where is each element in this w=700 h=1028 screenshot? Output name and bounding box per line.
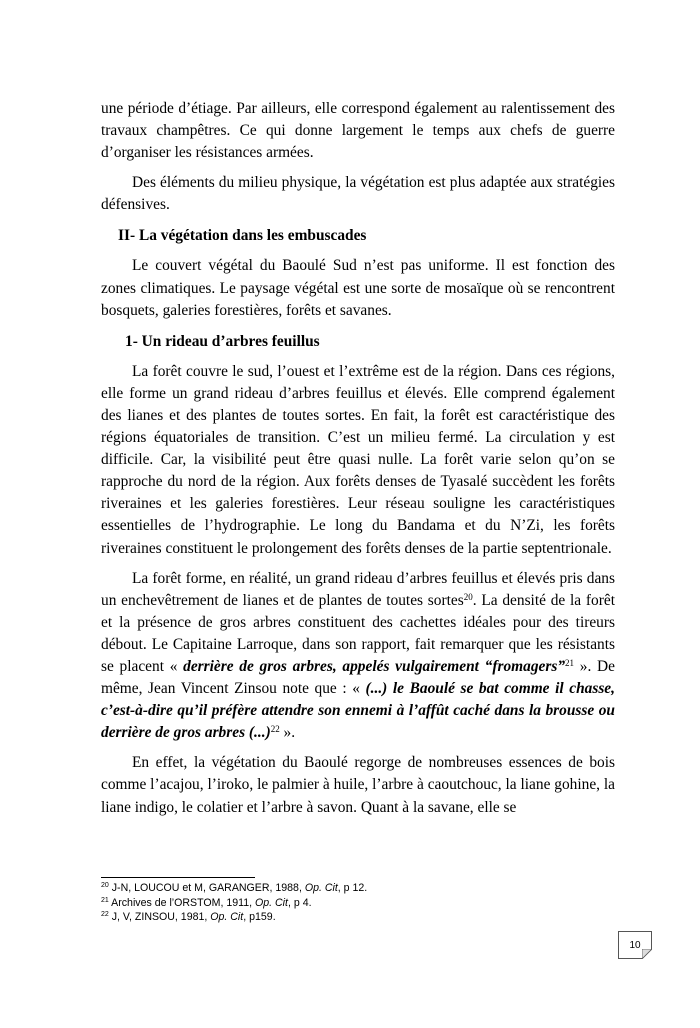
- paragraph-1: une période d’étiage. Par ailleurs, elle correspond également au ralentissement des travaux champêtres. Ce qui donne largement le temps aux chefs de guerre d’organiser les résistances armées.: [101, 100, 615, 162]
- footnote-22: $^{22}$ J, V, ZINSOU, 1981, Op. Cit, p159.: [101, 911, 276, 923]
- section-heading: II- La végétation dans les embuscades: [118, 227, 367, 245]
- paragraph-5-text-a: La forêt forme, en réalité, un grand rideau d’arbres feuillus et élevés pris dans un enchevêtrement de lianes et de plantes de toutes sortes: [101, 569, 615, 609]
- footnote-ref-22: 22: [270, 724, 280, 735]
- footnotes: [101, 881, 621, 925]
- page-number-box: [618, 931, 652, 959]
- paragraph-4: La forêt couvre le sud, l’ouest et l’extrême est de la région. Dans ces régions, elle forme un grand rideau d’arbres feuillus et élevés. Elle comprend également des lianes et des plantes de toutes sortes. En fait, la forêt est caractéristique des régions équatoriales de transition. C’est un milieu fermé. La circulation y est difficile. Car, la visibilité peut être quasi nulle. La forêt varie selon qu’on se rapproche du nord de la région. Aux forêts denses de Tyasalé succèdent les forêts riveraines et les galeries forestières. Leur réseau souligne les caractéristiques essentielles de l’hydrographie. Le long du Bandama et du N’Zi, les forêts riveraines constituent le prolongement des forêts denses de la partie septentrionale.: [101, 362, 615, 557]
- page-body: [101, 98, 615, 819]
- paragraph-5-text-d: ».: [279, 724, 296, 742]
- paragraph-2: Des éléments du milieu physique, la végétation est plus adaptée aux stratégies défensives.: [101, 174, 615, 214]
- subsection-heading: 1- Un rideau d’arbres feuillus: [125, 332, 320, 350]
- paragraph-5-text-c: ». De même, Jean Vincent Zinsou note que : «: [101, 657, 615, 698]
- footnote-ref-21: 21: [565, 657, 575, 668]
- paragraph-6: En effet, la végétation du Baoulé regorge de nombreuses essences de bois comme l’acajou, l’iroko, le palmier à huile, l’arbre à caoutchouc, la liane gohine, la liane indigo, le colatier et l’arbre à savon. Quant à la savane, elle se: [101, 754, 615, 816]
- quote-zinsou: (...) le Baoulé se bat comme il chasse, c’est-à-dire qu’il préfère attendre son ennemi à l’affût caché dans la brousse ou derrière de gros arbres (...): [101, 680, 615, 742]
- footnote-separator: [101, 877, 255, 878]
- footnote-ref-20: 20: [463, 591, 473, 602]
- paragraph-3: Le couvert végétal du Baoulé Sud n’est pas uniforme. Il est fonction des zones climatiques. Le paysage végétal est une sorte de mosaïque où se rencontrent bosquets, galeries forestières, forêts et savanes.: [101, 257, 615, 319]
- paragraph-5-text-b: . La densité de la forêt et la présence de gros arbres constituent des cachettes idéales pour des tireurs débout. Le Capitaine Larroque, dans son rapport, fait remarquer que les résistants se placent «: [101, 591, 615, 675]
- page-number: 10: [629, 939, 641, 951]
- footnote-20: $^{20}$ J-N, LOUCOU et M, GARANGER, 1988, Op. Cit, p 12.: [101, 882, 368, 894]
- paragraph-5: [101, 568, 615, 745]
- page-fold-icon: [642, 949, 652, 959]
- quote-larroque: derrière de gros arbres, appelés vulgairement “fromagers”: [183, 657, 566, 675]
- footnote-21: $^{21}$ Archives de l’ORSTOM, 1911, Op. Cit, p 4.: [101, 896, 312, 909]
